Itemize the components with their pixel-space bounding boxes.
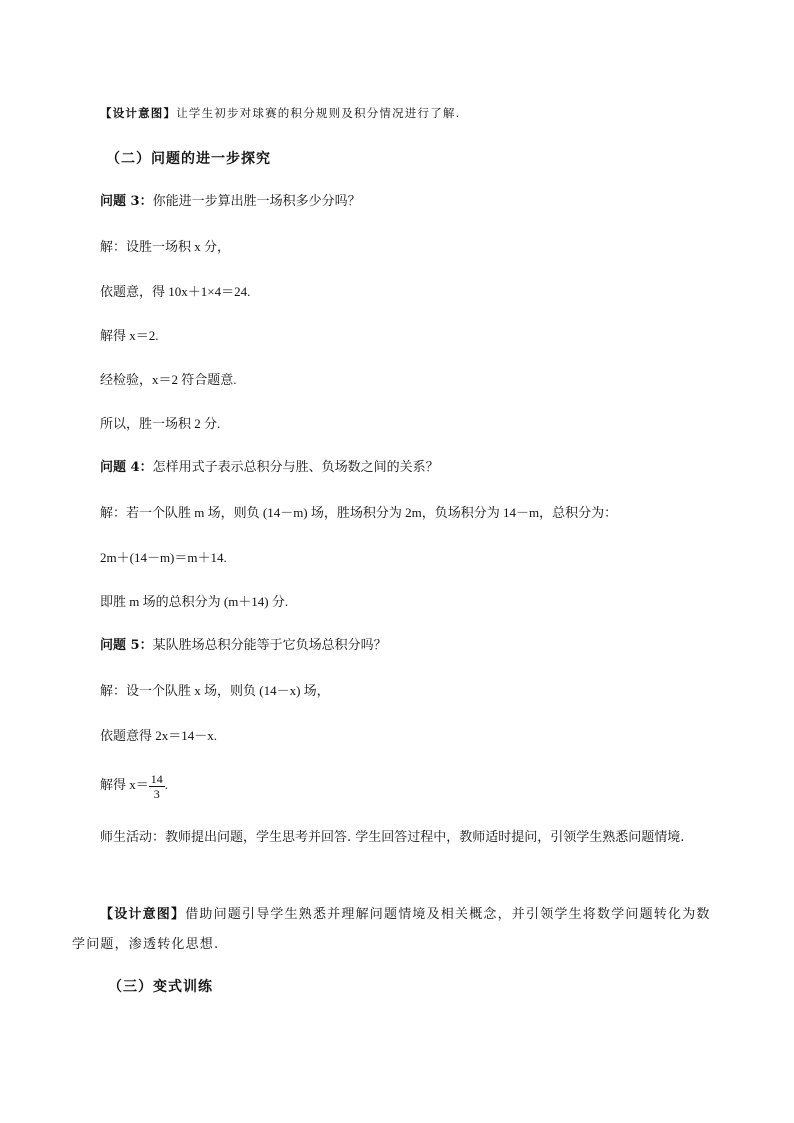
q5-solution-result <box>100 770 168 801</box>
q3-solution-line: 解：设胜一场积 x 分， <box>100 239 231 254</box>
question-5-text: 某队胜场总积分能等于它负场总积分吗？ <box>152 638 387 653</box>
design-intent-text: 借助问题引导学生熟悉并理解问题情境及相关概念，并引领学生将数学问题转化为数学问题，渗透转化思想. <box>72 907 711 952</box>
question-4-label: 问题 4： <box>100 460 153 475</box>
question-3 <box>100 193 361 211</box>
q5-solve-suffix: . <box>164 777 169 792</box>
design-intent-label: 【设计意图】 <box>100 106 177 120</box>
q3-solution-line: 解得 x＝2. <box>100 328 159 343</box>
q3-solution-line: 经检验，x＝2 符合题意. <box>100 372 237 387</box>
fraction-denominator: 3 <box>153 786 160 801</box>
q4-solution-line: 解：若一个队胜 m 场，则负 (14－m) 场，胜场积分为 2m，负场积分为 14－m，总积分为： <box>100 505 618 520</box>
q5-solve-prefix: 解得 x＝ <box>100 777 149 792</box>
section-heading-2: （二）问题的进一步探究 <box>106 151 271 167</box>
design-intent-label: 【设计意图】 <box>100 907 186 922</box>
design-intent-1 <box>100 104 460 122</box>
question-4-text: 怎样用式子表示总积分与胜、负场数之间的关系？ <box>152 460 439 475</box>
question-4 <box>100 459 439 477</box>
q3-solution-line: 依题意，得 10x＋1×4＝24. <box>100 284 251 299</box>
design-intent-2 <box>72 900 722 960</box>
q5-solution-line: 解：设一个队胜 x 场，则负 (14－x) 场， <box>100 683 330 698</box>
question-5 <box>100 637 387 655</box>
question-3-text: 你能进一步算出胜一场积多少分吗？ <box>152 194 361 209</box>
q4-solution-line: 2m＋(14－m)＝m＋14. <box>100 550 227 565</box>
teacher-student-activity: 师生活动：教师提出问题，学生思考并回答. 学生回答过程中，教师适时提问，引领学生熟悉问题情境. <box>100 830 685 845</box>
q4-solution-line: 即胜 m 场的总积分为 (m＋14) 分. <box>100 594 289 609</box>
question-5-label: 问题 5： <box>100 638 153 653</box>
q3-solution-line: 所以，胜一场积 2 分. <box>100 416 221 431</box>
section-heading-3: （三）变式训练 <box>108 979 213 995</box>
design-intent-text: 让学生初步对球赛的积分规则及积分情况进行了解. <box>176 106 461 120</box>
fraction <box>149 772 165 801</box>
fraction-numerator: 14 <box>150 771 163 786</box>
question-3-label: 问题 3： <box>100 194 153 209</box>
q5-solution-line: 依题意得 2x＝14－x. <box>100 728 218 743</box>
